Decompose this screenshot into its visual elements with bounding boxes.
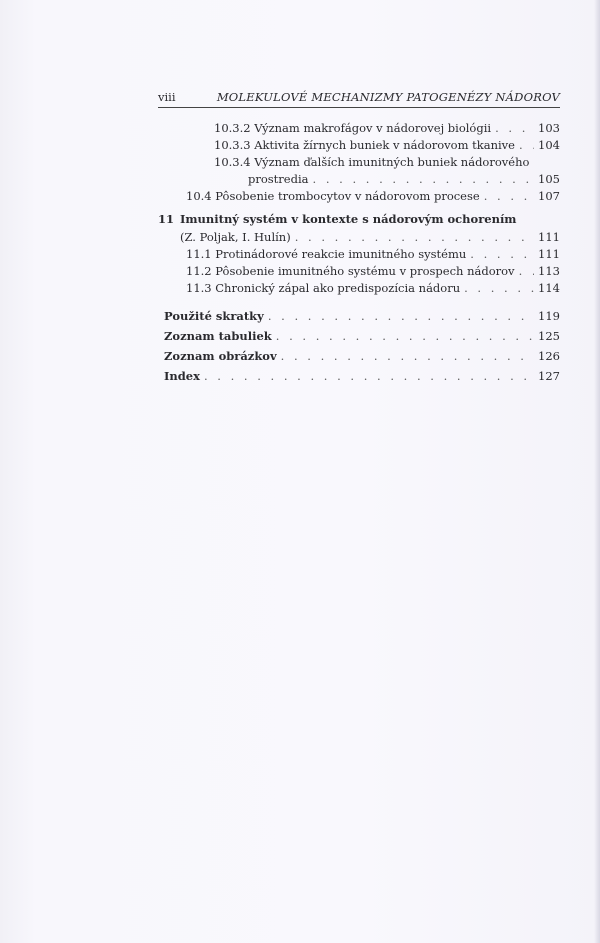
chapter-title: Imunitný systém v kontexte s nádorovým ochorením bbox=[180, 212, 517, 226]
section-spacer bbox=[158, 297, 560, 306]
dot-leader bbox=[464, 280, 534, 297]
toc-entry-label: 11.2 Pôsobenie imunitného systému v prospech nádorov bbox=[186, 264, 515, 278]
toc-entry-label: 10.4 Pôsobenie trombocytov v nádorovom procese bbox=[186, 189, 480, 203]
dot-leader bbox=[495, 120, 534, 137]
toc-entry-label: 10.3.3 Aktivita žírnych buniek v nádorovom tkanive bbox=[214, 138, 515, 152]
back-matter-entry bbox=[158, 306, 560, 326]
dot-leader bbox=[276, 326, 534, 346]
toc-entry-page: 113 bbox=[538, 264, 560, 278]
running-title: MOLEKULOVÉ MECHANIZMY PATOGENÉZY NÁDOROV bbox=[216, 90, 560, 104]
toc-entry-page: 114 bbox=[538, 281, 560, 295]
dot-leader bbox=[519, 263, 534, 280]
running-header bbox=[158, 89, 560, 108]
back-matter-label: Zoznam tabuliek bbox=[164, 329, 272, 343]
toc-entry-label: 11.3 Chronický zápal ako predispozícia nádoru bbox=[186, 281, 461, 295]
dot-leader bbox=[484, 188, 534, 205]
toc-entry bbox=[158, 154, 560, 171]
dot-leader bbox=[204, 366, 534, 386]
toc-entry-label: 11.1 Protinádorové reakcie imunitného systému bbox=[186, 247, 467, 261]
toc-entry-label: 10.3.4 Význam ďalších imunitných buniek nádorového bbox=[214, 155, 530, 169]
back-matter-label: Zoznam obrázkov bbox=[164, 349, 277, 363]
back-matter-page: 125 bbox=[538, 329, 560, 343]
table-of-contents bbox=[158, 120, 560, 386]
toc-entry-page: 111 bbox=[538, 230, 560, 244]
chapter-number: 11 bbox=[158, 212, 175, 226]
dot-leader bbox=[519, 137, 534, 154]
toc-entry-label: prostredia bbox=[248, 172, 309, 186]
page-edge-shadow bbox=[594, 0, 600, 943]
toc-entry-page: 111 bbox=[538, 247, 560, 261]
chapter-authors-label: (Z. Poljak, I. Hulín) bbox=[180, 230, 291, 244]
toc-entry bbox=[158, 120, 560, 137]
dot-leader bbox=[281, 346, 534, 366]
dot-leader bbox=[295, 229, 534, 246]
back-matter-page: 119 bbox=[538, 309, 560, 323]
back-matter-entry bbox=[158, 346, 560, 366]
back-matter-page: 127 bbox=[538, 369, 560, 383]
page-number: viii bbox=[158, 90, 176, 104]
toc-entry-page: 103 bbox=[538, 121, 560, 135]
toc-entry-page: 107 bbox=[538, 189, 560, 203]
toc-entry bbox=[158, 263, 560, 280]
dot-leader bbox=[470, 246, 534, 263]
toc-entry bbox=[158, 188, 560, 205]
chapter-authors bbox=[158, 229, 560, 246]
dot-leader bbox=[268, 306, 534, 326]
back-matter-entry bbox=[158, 366, 560, 386]
toc-entry bbox=[158, 137, 560, 154]
toc-entry bbox=[158, 246, 560, 263]
back-matter-label: Použité skratky bbox=[164, 309, 264, 323]
chapter-heading bbox=[158, 209, 560, 229]
toc-entry-page: 104 bbox=[538, 138, 560, 152]
toc-entry-label: 10.3.2 Význam makrofágov v nádorovej biológii bbox=[214, 121, 492, 135]
toc-entry-continuation bbox=[158, 171, 560, 188]
back-matter-entry bbox=[158, 326, 560, 346]
toc-entry bbox=[158, 280, 560, 297]
dot-leader bbox=[313, 171, 534, 188]
back-matter-label: Index bbox=[164, 369, 200, 383]
toc-entry-page: 105 bbox=[538, 172, 560, 186]
back-matter-page: 126 bbox=[538, 349, 560, 363]
